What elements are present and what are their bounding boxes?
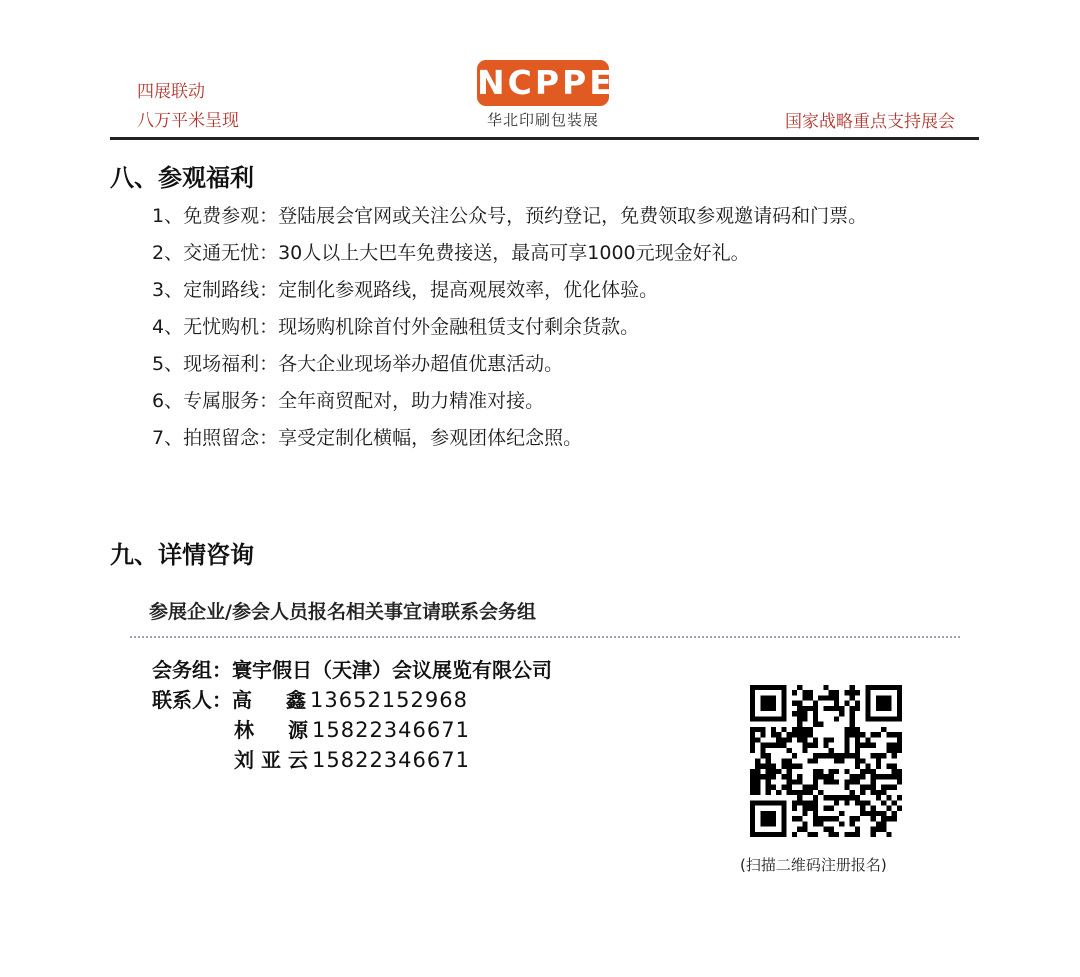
benefit-item: 6、专属服务：全年商贸配对，助力精准对接。 bbox=[152, 390, 545, 412]
qr-caption: (扫描二维码注册报名) bbox=[740, 856, 887, 874]
section-title-inquiry: 九、详情咨询 bbox=[110, 541, 254, 569]
header-divider bbox=[110, 137, 979, 140]
header-slogan-left bbox=[137, 78, 239, 136]
contact-row bbox=[152, 715, 552, 745]
organizer-name: 寰宇假日（天津）会议展览有限公司 bbox=[232, 658, 552, 682]
organizer-row bbox=[152, 655, 552, 685]
slogan-line-2: 八万平米呈现 bbox=[137, 111, 239, 131]
logo-subtitle: 华北印刷包装展 bbox=[486, 111, 599, 129]
benefit-item: 3、定制路线：定制化参观路线，提高观展效率，优化体验。 bbox=[152, 279, 659, 301]
header-slogan-right: 国家战略重点支持展会 bbox=[785, 112, 955, 132]
contact-name: 刘亚云 bbox=[234, 748, 308, 772]
benefit-item: 4、无忧购机：现场购机除首付外金融租赁支付剩余货款。 bbox=[152, 316, 640, 338]
contact-phone[interactable]: 13652152968 bbox=[310, 688, 468, 712]
contact-label: 联系人： bbox=[152, 688, 232, 712]
contact-phone[interactable]: 15822346671 bbox=[312, 748, 470, 772]
contact-phone[interactable]: 15822346671 bbox=[312, 718, 470, 742]
contact-row bbox=[152, 685, 552, 715]
organizer-label: 会务组： bbox=[152, 658, 232, 682]
benefit-item: 7、拍照留念：享受定制化横幅，参观团体纪念照。 bbox=[152, 427, 583, 449]
dotted-divider bbox=[130, 636, 960, 638]
ncppe-logo bbox=[477, 60, 615, 130]
contact-name: 林源 bbox=[234, 718, 308, 742]
registration-qr-code[interactable] bbox=[750, 685, 902, 837]
section-title-benefits: 八、参观福利 bbox=[110, 164, 254, 192]
contact-name: 高鑫 bbox=[232, 688, 306, 712]
benefit-item: 5、现场福利：各大企业现场举办超值优惠活动。 bbox=[152, 353, 564, 375]
benefit-item: 2、交通无忧：30人以上大巴车免费接送，最高可享1000元现金好礼。 bbox=[152, 242, 750, 264]
logo-mark: NCPPE bbox=[477, 60, 609, 106]
slogan-line-1: 四展联动 bbox=[137, 82, 205, 102]
benefits-list bbox=[152, 198, 867, 457]
contact-row bbox=[152, 745, 552, 775]
benefit-item: 1、免费参观：登陆展会官网或关注公众号，预约登记，免费领取参观邀请码和门票。 bbox=[152, 205, 868, 227]
contact-block bbox=[152, 655, 552, 775]
contact-intro: 参展企业/参会人员报名相关事宜请联系会务组 bbox=[149, 601, 536, 623]
